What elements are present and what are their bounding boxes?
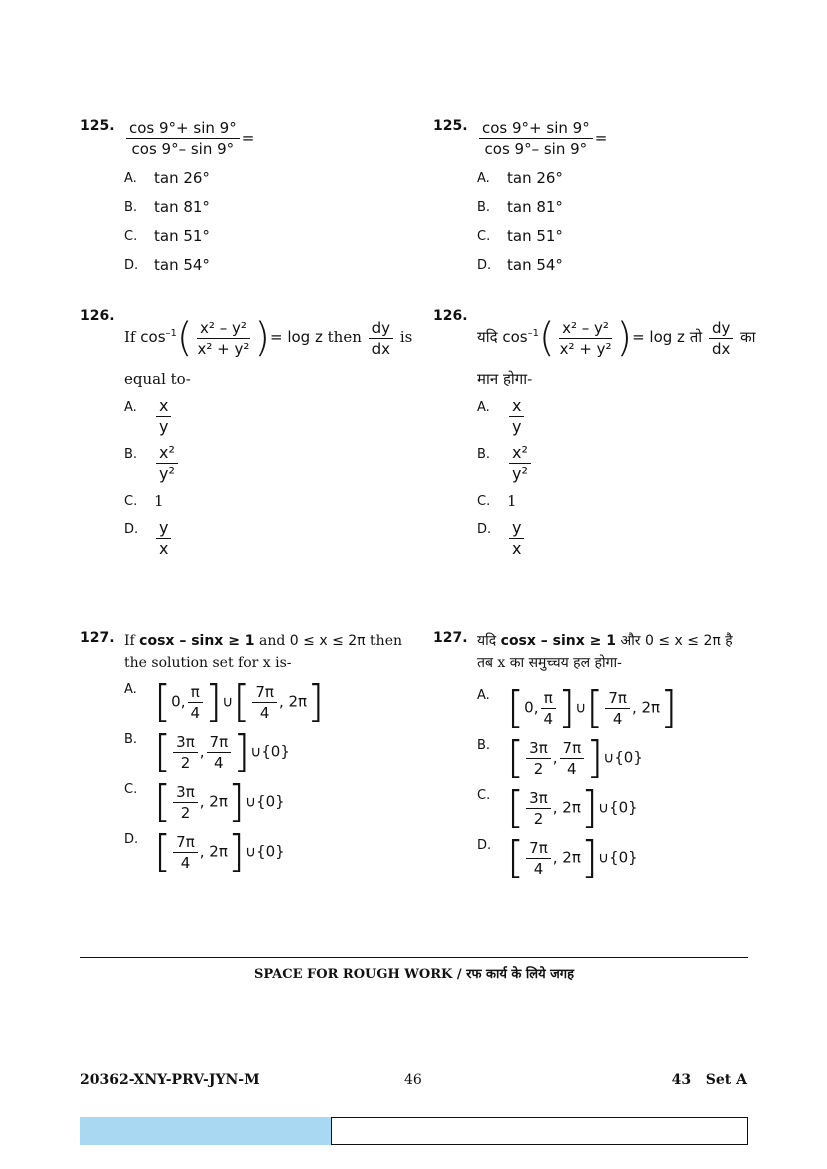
option-a[interactable]	[477, 398, 733, 435]
option-fraction	[509, 520, 524, 557]
numerator: 7π	[207, 734, 232, 753]
option-text: tan 54°	[154, 256, 210, 274]
option-label: D.	[124, 522, 139, 537]
numerator: x² – y²	[197, 320, 250, 339]
numerator: 3π	[526, 790, 551, 809]
denominator: x	[159, 539, 169, 558]
denominator: dx	[371, 339, 391, 358]
option-interval: [ $\frac{3\pi}{2}$ , $\frac{7\pi}{4}$ ]∪{0}	[507, 732, 643, 783]
union-sign: ∪	[245, 842, 257, 861]
option-b[interactable]	[477, 732, 733, 783]
option-d[interactable]	[124, 256, 380, 274]
function-name: cos	[140, 328, 166, 346]
numerator: x	[156, 398, 171, 417]
numerator: 3π	[173, 734, 198, 753]
numerator: 3π	[173, 784, 198, 803]
interval-end: , 2π	[278, 692, 308, 711]
equals-sign: =	[594, 129, 608, 147]
numerator: 7π	[605, 690, 630, 709]
inner-fraction	[195, 320, 253, 357]
denominator: dx	[711, 339, 731, 358]
option-b[interactable]	[124, 198, 380, 216]
option-label: A.	[477, 688, 490, 703]
option-interval: [ $\frac{7\pi}{4}$ , 2π]∪{0}	[154, 826, 285, 877]
question-127-hindi	[433, 630, 733, 883]
interval-end: , 2π	[552, 848, 581, 867]
page-number: 46	[404, 1072, 422, 1088]
question-126-hindi	[433, 308, 756, 630]
option-label: B.	[477, 447, 491, 462]
denominator: 2	[533, 809, 544, 828]
interval-end: , 2π	[631, 698, 661, 717]
option-interval: [ $\frac{3\pi}{2}$ , $\frac{7\pi}{4}$ ]∪{0}	[154, 726, 290, 777]
option-label: D.	[477, 522, 492, 537]
option-label: A.	[124, 682, 137, 697]
option-d[interactable]	[477, 832, 733, 883]
option-label: A.	[477, 400, 490, 415]
denominator: 4	[190, 703, 201, 722]
option-c[interactable]	[124, 227, 380, 245]
option-a[interactable]	[124, 169, 380, 187]
option-label: C.	[124, 782, 138, 797]
option-label: A.	[477, 171, 490, 186]
option-label: C.	[124, 494, 138, 509]
union-sign: ∪	[603, 748, 615, 767]
numerator: π	[541, 690, 556, 709]
singleton-set: {0}	[256, 792, 285, 811]
rough-work-label: SPACE FOR ROUGH WORK / रफ कार्य के लिये जगह	[253, 967, 575, 982]
option-text: 1	[507, 492, 517, 510]
question-number: 125.	[433, 118, 468, 134]
union-sign: ∪	[598, 848, 610, 867]
numerator: 7π	[173, 834, 198, 853]
fraction	[479, 120, 593, 157]
option-label: A.	[124, 171, 137, 186]
question-127	[80, 630, 402, 877]
singleton-set: {0}	[609, 798, 638, 817]
option-label: C.	[477, 229, 491, 244]
numerator: x² – y²	[559, 320, 612, 339]
option-a[interactable]	[477, 682, 733, 733]
right-column	[433, 118, 756, 883]
option-fraction	[509, 445, 531, 482]
question-text: equal to-	[124, 370, 191, 388]
numerator: x²	[156, 445, 178, 464]
option-text: tan 51°	[154, 227, 210, 245]
numerator: dy	[369, 320, 393, 339]
option-text: tan 26°	[507, 169, 563, 187]
numerator: y	[156, 520, 171, 539]
option-a[interactable]	[477, 169, 733, 187]
question-text: then	[327, 328, 362, 346]
numerator: x	[509, 398, 524, 417]
union-sign: ∪	[245, 792, 257, 811]
numerator: 7π	[560, 740, 585, 759]
option-a[interactable]	[124, 398, 380, 435]
option-text: tan 54°	[507, 256, 563, 274]
question-text: और	[620, 633, 641, 649]
question-text: यदि	[477, 633, 497, 649]
option-label: D.	[477, 258, 492, 273]
inverse-exponent: –1	[165, 328, 177, 339]
interval-end: , 2π	[199, 842, 228, 861]
question-125	[80, 118, 380, 308]
divider	[80, 957, 748, 958]
option-interval: [ $\frac{3\pi}{2}$ , 2π]∪{0}	[154, 776, 285, 827]
denominator: 4	[259, 703, 270, 722]
question-text: का	[740, 328, 756, 346]
condition: cosx – sinx ≥ 1	[500, 633, 617, 649]
denominator: 4	[567, 759, 577, 778]
question-text: तब x का समुच्चय हल होगा-	[477, 655, 622, 671]
question-text: तो	[689, 328, 703, 346]
paper-code: 20362-XNY-PRV-JYN-M	[80, 1072, 260, 1088]
option-c[interactable]	[124, 492, 380, 510]
option-label: B.	[477, 200, 491, 215]
derivative	[709, 320, 733, 357]
option-text: 1	[154, 492, 164, 510]
option-label: C.	[477, 494, 491, 509]
option-interval: [0, $\frac{\pi}{4}$ ]∪[ $\frac{7\pi}{4}$ , 2π]	[154, 676, 325, 727]
right-paren: )	[616, 315, 633, 361]
footer-color-bar	[80, 1117, 332, 1145]
option-label: B.	[124, 200, 138, 215]
denominator: 4	[214, 753, 224, 772]
option-interval: [ $\frac{3\pi}{2}$ , 2π]∪{0}	[507, 782, 638, 833]
equals-sign: =	[241, 129, 255, 147]
option-label: B.	[124, 447, 138, 462]
option-interval: [ $\frac{7\pi}{4}$ , 2π]∪{0}	[507, 832, 638, 883]
footer-box	[331, 1117, 748, 1145]
inner-fraction	[557, 320, 615, 357]
separator: ,	[199, 742, 205, 761]
option-b[interactable]	[124, 726, 380, 777]
option-text: tan 81°	[154, 198, 210, 216]
option-label: C.	[477, 788, 491, 803]
question-126	[80, 308, 413, 630]
numerator: x²	[509, 445, 531, 464]
option-a[interactable]	[124, 676, 380, 727]
interval-end: , 2π	[199, 792, 228, 811]
denominator: y	[159, 417, 169, 436]
option-text: tan 51°	[507, 227, 563, 245]
numerator: y	[509, 520, 524, 539]
denominator: x² + y²	[559, 339, 612, 358]
derivative	[369, 320, 393, 357]
option-b[interactable]	[477, 198, 733, 216]
denominator: cos 9°– sin 9°	[484, 140, 588, 158]
option-c[interactable]	[477, 227, 733, 245]
range: 0 ≤ x ≤ 2π	[645, 633, 721, 649]
option-d[interactable]	[124, 826, 380, 877]
denominator: 2	[180, 753, 191, 772]
numerator: dy	[709, 320, 733, 339]
option-label: B.	[477, 738, 491, 753]
numerator: 7π	[252, 684, 277, 703]
union-sign: ∪	[222, 692, 234, 711]
option-c[interactable]	[477, 492, 733, 510]
option-fraction	[156, 445, 178, 482]
numerator: cos 9°+ sin 9°	[479, 120, 593, 139]
function-name: cos	[502, 328, 528, 346]
interval-start: 0,	[524, 698, 539, 717]
option-label: B.	[124, 732, 138, 747]
question-text: and	[259, 633, 286, 649]
option-fraction	[509, 398, 524, 435]
left-paren: (	[176, 315, 193, 361]
denominator: 2	[533, 759, 544, 778]
denominator: y	[512, 417, 522, 436]
option-interval: [0, $\frac{\pi}{4}$ ]∪[ $\frac{7\pi}{4}$ , 2π]	[507, 682, 678, 733]
interval-start: 0,	[171, 692, 186, 711]
question-number: 127.	[433, 630, 468, 646]
separator: ,	[552, 748, 558, 767]
option-fraction	[156, 398, 171, 435]
denominator: x² + y²	[197, 339, 250, 358]
option-b[interactable]	[124, 445, 380, 482]
denominator: y²	[512, 464, 528, 483]
question-text: If	[124, 633, 135, 649]
question-text: मान होगा-	[477, 370, 533, 388]
fraction	[126, 120, 240, 157]
question-text: है	[725, 633, 733, 649]
union-sign: ∪	[575, 698, 587, 717]
question-text: If	[124, 328, 136, 346]
denominator: 4	[533, 859, 544, 878]
option-label: A.	[124, 400, 137, 415]
option-c[interactable]	[124, 776, 380, 827]
question-number: 125.	[80, 118, 115, 134]
range: 0 ≤ x ≤ 2π	[289, 633, 366, 649]
singleton-set: {0}	[609, 848, 638, 867]
option-label: D.	[124, 258, 139, 273]
condition: cosx – sinx ≥ 1	[139, 633, 255, 649]
question-text: यदि	[477, 328, 498, 346]
denominator: 4	[543, 709, 554, 728]
numerator: 7π	[526, 840, 551, 859]
option-label: D.	[124, 832, 139, 847]
option-text: tan 26°	[154, 169, 210, 187]
left-paren: (	[538, 315, 555, 361]
option-fraction	[156, 520, 171, 557]
numerator: 3π	[526, 740, 551, 759]
question-text: then	[370, 633, 402, 649]
question-number: 126.	[433, 308, 468, 324]
denominator: 4	[180, 853, 191, 872]
union-sign: ∪	[598, 798, 610, 817]
union-sign: ∪	[250, 742, 262, 761]
option-d[interactable]	[477, 256, 733, 274]
question-number: 126.	[80, 308, 115, 324]
option-label: D.	[477, 838, 492, 853]
option-label: C.	[124, 229, 138, 244]
inverse-exponent: –1	[527, 328, 539, 339]
denominator: 4	[612, 709, 623, 728]
numerator: π	[188, 684, 203, 703]
denominator: x	[512, 539, 522, 558]
question-text: the solution set for x is-	[124, 655, 292, 671]
right-paren: )	[254, 315, 270, 361]
singleton-set: {0}	[261, 742, 290, 761]
rhs: = log z	[270, 328, 323, 346]
option-d[interactable]	[124, 520, 380, 557]
option-d[interactable]	[477, 520, 733, 557]
singleton-set: {0}	[614, 748, 643, 767]
question-text: is	[399, 328, 413, 346]
denominator: y²	[159, 464, 175, 483]
denominator: 2	[180, 803, 191, 822]
rhs: = log z	[632, 328, 685, 346]
left-column	[80, 118, 413, 877]
set-label: 43 Set A	[671, 1072, 747, 1088]
numerator: cos 9°+ sin 9°	[126, 120, 240, 139]
option-c[interactable]	[477, 782, 733, 833]
question-number: 127.	[80, 630, 115, 646]
question-125-hindi	[433, 118, 733, 308]
interval-end: , 2π	[552, 798, 581, 817]
option-text: tan 81°	[507, 198, 563, 216]
denominator: cos 9°– sin 9°	[131, 140, 235, 158]
singleton-set: {0}	[256, 842, 285, 861]
option-b[interactable]	[477, 445, 733, 482]
